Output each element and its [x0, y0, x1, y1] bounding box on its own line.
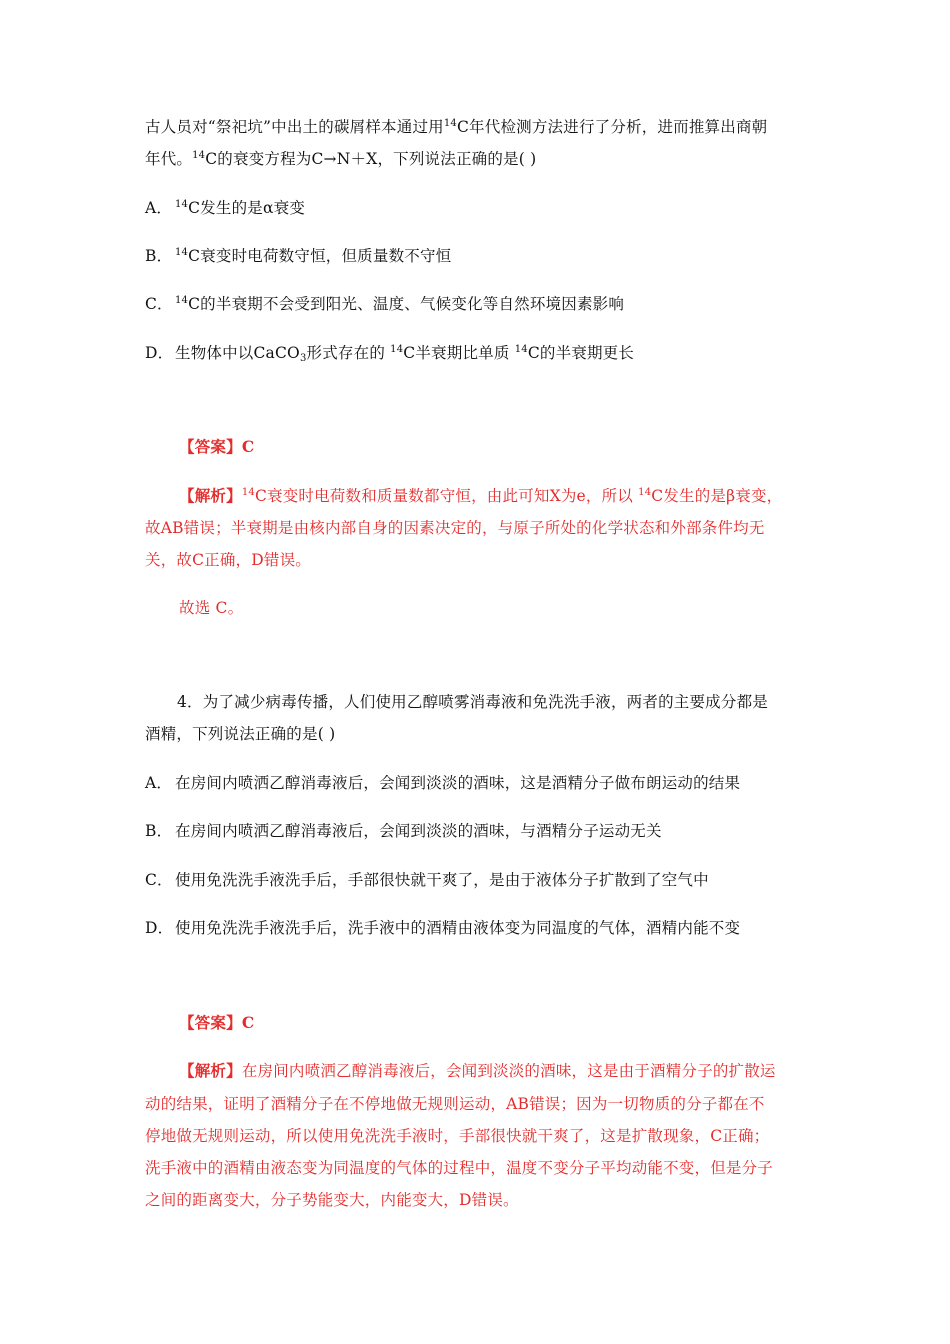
- q4-stem-line-2: 酒精，下列说法正确的是( ): [145, 725, 336, 743]
- q4-choice-b: B． 在房间内喷洒乙醇消毒液后，会闻到淡淡的酒味，与酒精分子运动无关: [145, 822, 662, 840]
- q4-answer: 【答案】C: [179, 1013, 255, 1032]
- q3-stem-line-1: 古人员对“祭祀坑”中出土的碳屑样本通过用$^{14}$C年代检测方法进行了分析，进而推算出商朝: [145, 118, 768, 136]
- q4-choice-d: D． 使用免洗洗手液洗手后，洗手液中的酒精由液体变为同温度的气体，酒精内能不变: [145, 919, 741, 937]
- q4-choice-a: A． 在房间内喷洒乙醇消毒液后，会闻到淡淡的酒味，这是酒精分子做布朗运动的结果: [145, 774, 741, 792]
- q4-analysis-line-4: 洗手液中的酒精由液态变为同温度的气体的过程中，温度不变分子平均动能不变，但是分子: [145, 1159, 774, 1177]
- q3-answer: 【答案】C: [179, 437, 255, 456]
- q3-analysis-line-3: 关，故C正确，D错误。: [145, 551, 311, 569]
- q4-analysis-line-2: 动的结果，证明了酒精分子在不停地做无规则运动，AB错误；因为一切物质的分子都在不: [145, 1095, 765, 1113]
- q3-choice-a: A． $^{14}$C发生的是α衰变: [145, 199, 306, 217]
- q4-analysis-line-1: 【解析】在房间内喷洒乙醇消毒液后，会闻到淡淡的酒味，这是由于酒精分子的扩散运: [179, 1061, 776, 1080]
- q4-analysis-line-3: 停地做无规则运动，所以使用免洗洗手液时，手部很快就干爽了，这是扩散现象，C正确；: [145, 1127, 770, 1145]
- q3-choice-b: B． $^{14}$C衰变时电荷数守恒，但质量数不守恒: [145, 247, 452, 265]
- q3-choice-c: C． $^{14}$C的半衰期不会受到阳光、温度、气候变化等自然环境因素影响: [145, 295, 625, 313]
- q4-stem-line-1: 4．为了减少病毒传播，人们使用乙醇喷雾消毒液和免洗洗手液，两者的主要成分都是: [177, 693, 768, 711]
- q3-analysis-line-2: 故AB错误；半衰期是由核内部自身的因素决定的，与原子所处的化学状态和外部条件均无: [145, 519, 765, 537]
- q4-analysis-line-5: 之间的距离变大，分子势能变大，内能变大，D错误。: [145, 1191, 519, 1209]
- q3-analysis-line-1: 【解析】$^{14}$C衰变时电荷数和质量数都守恒，由此可知X为e，所以 $^{14}$C发生的是β衰变，: [179, 486, 783, 505]
- q4-choice-c: C． 使用免洗洗手液洗手后，手部很快就干爽了，是由于液体分子扩散到了空气中: [145, 871, 709, 889]
- q3-stem-line-2: 年代。$^{14}$C的衰变方程为C→N＋X，下列说法正确的是( ): [145, 150, 537, 168]
- q3-conclusion: 故选 C。: [179, 599, 244, 617]
- q3-choice-d: D． 生物体中以CaCO$_3$形式存在的 $^{14}$C半衰期比单质 $^{14}$C的半衰期更长: [145, 344, 635, 364]
